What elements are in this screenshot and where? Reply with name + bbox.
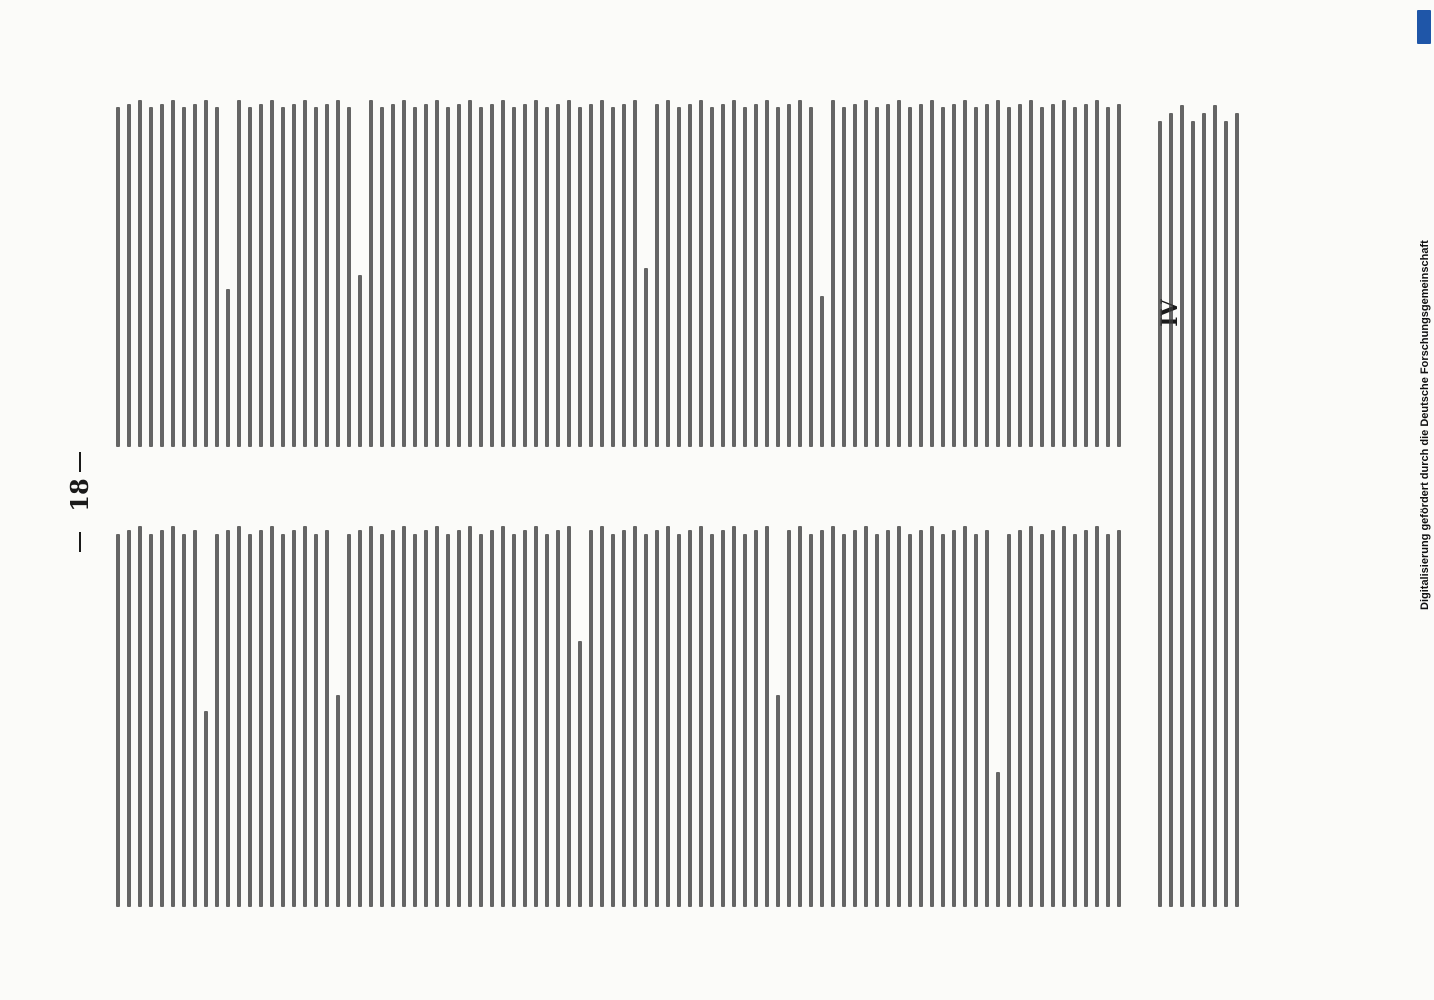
text-line (193, 530, 197, 907)
text-line (204, 711, 208, 907)
text-line (798, 101, 802, 448)
text-line (1007, 534, 1011, 907)
text-line (336, 101, 340, 448)
text-line (314, 108, 318, 448)
text-line (259, 104, 263, 447)
text-line (589, 104, 593, 447)
text-line (171, 101, 175, 448)
text-line (270, 101, 274, 448)
text-line (600, 101, 604, 448)
text-line (1040, 534, 1044, 907)
text-line (138, 526, 142, 907)
text-line (512, 534, 516, 907)
text-line (347, 108, 351, 448)
text-line (556, 530, 560, 907)
text-line (1051, 104, 1055, 447)
text-line (534, 526, 538, 907)
text-line (512, 108, 516, 448)
text-line (369, 526, 373, 907)
text-line (457, 530, 461, 907)
text-line (545, 534, 549, 907)
text-line (446, 108, 450, 448)
text-line (743, 534, 747, 907)
text-line (1029, 526, 1033, 907)
text-line (633, 101, 637, 448)
text-line (820, 530, 824, 907)
text-line (919, 530, 923, 907)
text-line (1073, 534, 1077, 907)
text-line (853, 104, 857, 447)
text-line (149, 108, 153, 448)
text-line (831, 526, 835, 907)
text-line (1051, 530, 1055, 907)
text-line (215, 534, 219, 907)
text-line (1084, 104, 1088, 447)
text-line (809, 108, 813, 448)
text-line (457, 104, 461, 447)
text-line (413, 108, 417, 448)
text-line (754, 104, 758, 447)
text-line (171, 526, 175, 907)
text-line (1202, 113, 1206, 907)
text-line (358, 276, 362, 448)
text-line (578, 641, 582, 907)
text-line (897, 526, 901, 907)
text-line (578, 108, 582, 448)
text-line (1106, 534, 1110, 907)
text-line (1062, 526, 1066, 907)
text-line (1169, 113, 1173, 907)
text-line (193, 104, 197, 447)
text-line (248, 108, 252, 448)
text-line (556, 104, 560, 447)
text-line (897, 101, 901, 448)
text-line (996, 101, 1000, 448)
text-line (996, 772, 1000, 907)
text-line (644, 269, 648, 448)
text-line (1213, 105, 1217, 907)
text-line (226, 290, 230, 448)
text-line (1095, 526, 1099, 907)
text-line (1018, 530, 1022, 907)
page-number-dash-top (79, 452, 81, 472)
text-line (677, 108, 681, 448)
text-line (864, 101, 868, 448)
text-line (721, 104, 725, 447)
text-line (281, 108, 285, 448)
text-line (809, 534, 813, 907)
text-line (941, 108, 945, 448)
text-line (820, 297, 824, 448)
text-line (677, 534, 681, 907)
text-line (490, 104, 494, 447)
text-line (391, 530, 395, 907)
page-number: 18 (65, 478, 94, 512)
text-line (468, 526, 472, 907)
text-line (424, 530, 428, 907)
text-line (347, 534, 351, 907)
text-line (1117, 530, 1121, 907)
text-line (765, 101, 769, 448)
text-line (468, 101, 472, 448)
text-line (215, 108, 219, 448)
text-line (567, 526, 571, 907)
dfg-logo-icon (1417, 10, 1431, 44)
text-line (732, 526, 736, 907)
text-line (699, 526, 703, 907)
text-line (622, 104, 626, 447)
text-line (1007, 108, 1011, 448)
text-line (963, 526, 967, 907)
text-line (974, 108, 978, 448)
text-line (1018, 104, 1022, 447)
text-line (281, 534, 285, 907)
text-line (787, 104, 791, 447)
text-line (930, 101, 934, 448)
text-line (501, 101, 505, 448)
text-line (534, 101, 538, 448)
text-line (435, 101, 439, 448)
text-line (523, 104, 527, 447)
text-line (127, 530, 131, 907)
text-line (875, 534, 879, 907)
text-line (402, 101, 406, 448)
text-line (149, 534, 153, 907)
text-line (1073, 108, 1077, 448)
text-line (721, 530, 725, 907)
text-line (303, 101, 307, 448)
text-line (886, 530, 890, 907)
text-line (600, 526, 604, 907)
text-line (1180, 105, 1184, 907)
text-line (567, 101, 571, 448)
text-line (116, 108, 120, 448)
text-line (545, 108, 549, 448)
text-line (611, 534, 615, 907)
text-line (886, 104, 890, 447)
text-line (380, 534, 384, 907)
text-line (754, 530, 758, 907)
text-line (633, 526, 637, 907)
text-line (688, 104, 692, 447)
text-line (259, 530, 263, 907)
text-line (325, 104, 329, 447)
text-line (1029, 101, 1033, 448)
text-line (1084, 530, 1088, 907)
text-line (501, 526, 505, 907)
text-line (952, 104, 956, 447)
text-line (963, 101, 967, 448)
credit-text: Digitalisierung gefördert durch die Deutsche Forschungsgemeinschaft (1419, 240, 1431, 610)
text-line (842, 534, 846, 907)
text-line (985, 530, 989, 907)
text-line (666, 101, 670, 448)
text-line (138, 101, 142, 448)
text-line (325, 530, 329, 907)
text-line (1095, 101, 1099, 448)
text-line (204, 101, 208, 448)
text-line (985, 104, 989, 447)
text-line (391, 104, 395, 447)
text-line (369, 101, 373, 448)
text-line (776, 695, 780, 907)
text-line (842, 108, 846, 448)
text-line (666, 526, 670, 907)
text-line (1062, 101, 1066, 448)
text-line (336, 695, 340, 907)
text-line (435, 526, 439, 907)
text-line (292, 104, 296, 447)
text-line (292, 530, 296, 907)
text-line (314, 534, 318, 907)
text-line (446, 534, 450, 907)
text-line (237, 526, 241, 907)
text-line (1158, 121, 1162, 907)
text-line (237, 101, 241, 448)
text-line (402, 526, 406, 907)
text-line (798, 526, 802, 907)
text-line (655, 530, 659, 907)
text-line (941, 534, 945, 907)
text-line (1191, 121, 1195, 907)
text-line (413, 534, 417, 907)
text-line (479, 534, 483, 907)
text-line (776, 108, 780, 448)
text-line (699, 101, 703, 448)
text-line (787, 530, 791, 907)
text-line (358, 530, 362, 907)
text-line (479, 108, 483, 448)
text-line (688, 530, 692, 907)
text-line (589, 530, 593, 907)
text-line (732, 101, 736, 448)
text-line (1040, 108, 1044, 448)
text-line (875, 108, 879, 448)
text-line (226, 530, 230, 907)
text-line (116, 534, 120, 907)
text-line (611, 108, 615, 448)
text-line (919, 104, 923, 447)
text-line (974, 534, 978, 907)
text-line (908, 534, 912, 907)
text-line (182, 534, 186, 907)
text-line (490, 530, 494, 907)
text-line (710, 534, 714, 907)
text-line (765, 526, 769, 907)
text-line (644, 534, 648, 907)
text-line (952, 530, 956, 907)
text-line (622, 530, 626, 907)
text-line (930, 526, 934, 907)
text-line (424, 104, 428, 447)
text-line (182, 108, 186, 448)
text-line (655, 104, 659, 447)
text-line (160, 104, 164, 447)
digitization-credit (1416, 10, 1434, 610)
text-line (853, 530, 857, 907)
text-line (831, 101, 835, 448)
text-line (1106, 108, 1110, 448)
text-line (380, 108, 384, 448)
text-line (1117, 104, 1121, 447)
text-line (523, 530, 527, 907)
text-line (743, 108, 747, 448)
text-line (710, 108, 714, 448)
text-line (127, 104, 131, 447)
page-number-dash-bottom (79, 532, 81, 552)
text-line (303, 526, 307, 907)
text-line (864, 526, 868, 907)
text-line (270, 526, 274, 907)
text-line (1235, 113, 1239, 907)
text-line (1224, 121, 1228, 907)
text-line (248, 534, 252, 907)
text-line (160, 530, 164, 907)
text-line (908, 108, 912, 448)
